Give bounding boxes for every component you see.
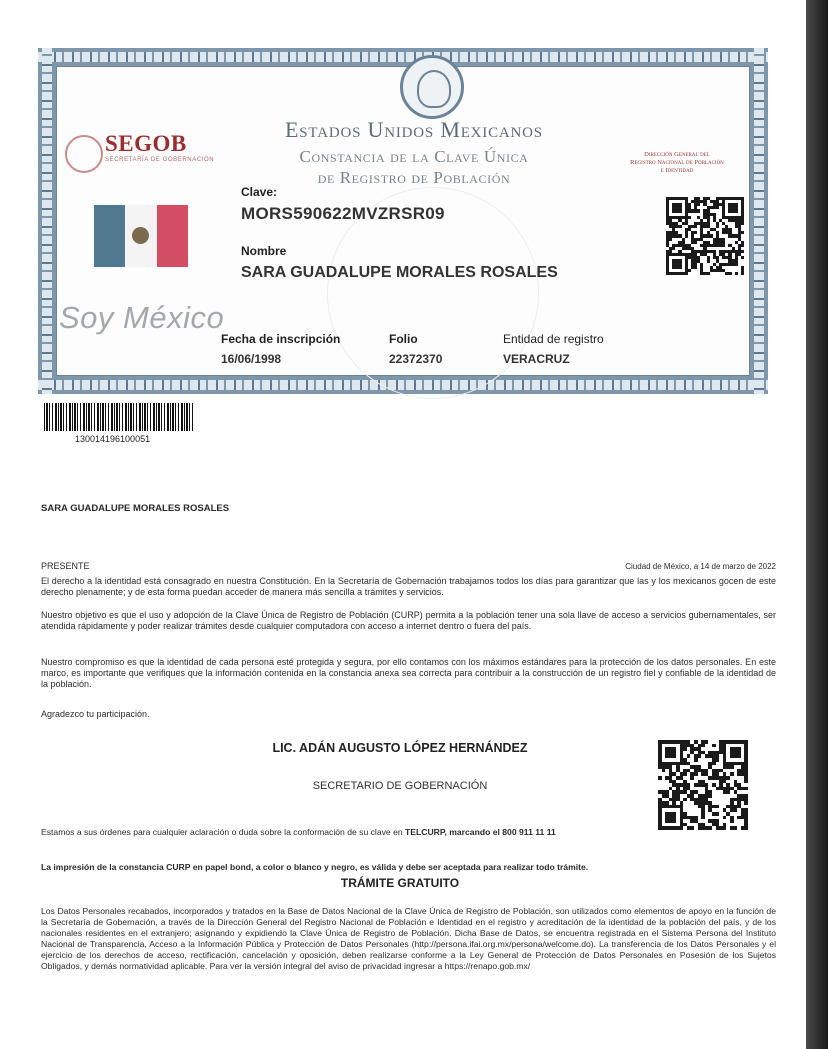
dg-line-3: e Identidad <box>660 167 694 174</box>
document-title-line2: de Registro de Población <box>317 168 511 187</box>
letter-paragraph-2: Nuestro objetivo es que el uso y adopción de la Clave Única de Registro de Población (CURP) permita a la población tener una sola llave de acceso a servicios gubernamentales, ser atendida rápidamente y poder realizar trámites desde cualquier computadora con acceso a internet dentro o fuera del país. <box>41 610 776 631</box>
clave-value: MORS590622MVZRSR09 <box>241 204 445 223</box>
entidad-registro-value: VERACRUZ <box>503 352 570 366</box>
telcurp-phone: TELCURP, marcando el 800 911 11 11 <box>405 827 556 837</box>
mexican-flag-icon <box>94 205 188 267</box>
guilloche-border-left <box>42 48 52 394</box>
letter-paragraph-3: Nuestro compromiso es que la identidad de cada persona esté protegida y segura, por ello contamos con los máximos estándares para la protección de los datos personales. En este marco, es importante que verifiques que la información contenida en la constancia anexa sea correcta para contribuir a la construcción de un registro fiel y confiable de la identidad de la población. <box>41 657 776 689</box>
letter-greeting: PRESENTE <box>41 561 90 571</box>
nombre-value: SARA GUADALUPE MORALES ROSALES <box>241 264 558 281</box>
folio-value: 22372370 <box>389 352 443 366</box>
curp-certificate-card <box>38 48 768 394</box>
segob-subtitle: SECRETARÍA DE GOBERNACIÓN <box>105 157 215 163</box>
segob-logo: SEGOB <box>105 131 187 156</box>
fecha-inscripcion-label: Fecha de inscripción <box>221 332 341 346</box>
guilloche-border-top <box>38 52 768 62</box>
scan-shadow-edge <box>806 0 828 1049</box>
barcode-icon <box>44 403 194 431</box>
signer-title: SECRETARIO DE GOBERNACIÓN <box>312 780 488 792</box>
guilloche-border-right <box>754 48 764 394</box>
document-title-line1: Constancia de la Clave Única <box>299 147 529 166</box>
letter-recipient: SARA GUADALUPE MORALES ROSALES <box>41 503 230 514</box>
segob-seal-icon <box>65 135 103 173</box>
qr-code-icon <box>666 197 744 275</box>
contact-line <box>41 827 776 838</box>
letter-paragraph-1: El derecho a la identidad está consagrado en nuestra Constitución. En la Secretaría de Gobernación trabajamos todos los días para garantizar que las y los mexicanos gocen de este derecho plenamente; y de esta forma puedan acceder de manera más sencilla a trámites y servicios. <box>41 576 776 597</box>
folio-label: Folio <box>389 332 418 346</box>
contact-text: Estamos a sus órdenes para cualquier aclaración o duda sobre la conformación de su clave en <box>41 827 406 837</box>
country-title: Estados Unidos Mexicanos <box>285 117 543 142</box>
dg-line-2: Registro Nacional de Población <box>630 159 724 166</box>
barcode-number: 130014196100051 <box>75 434 151 444</box>
print-validity-note: La impresión de la constancia CURP en papel bond, a color o blanco y negro, es válida y debe ser aceptada para realizar todo trámite. <box>41 862 589 872</box>
privacy-notice: Los Datos Personales recabados, incorporados y tratados en la Base de Datos Nacional de la Clave Única de Registro de Población, son utilizados como elementos de apoyo en la función de la Secretaría de Gobernación, a través de la Dirección General del Registro Nacional de Población e Identidad en el registro y acreditación de la identidad de la población del país, y de los nacionales residentes en el extranjero; asignando y expidiendo la Clave Única de Registro de Población. Dicha Base de Datos, se encuentra registrada en el Sistema Persona del Instituto Nacional de Transparencia, Acceso a la Información Pública y Protección de Datos Personales (http://persona.ifai.org.mx/persona/welcome.do). La transferencia de los Datos Personales y el ejercicio de los derechos de acceso, rectificación, cancelación y oposición, deben realizarse conforme a la Ley General de Protección de Datos Personales en Posesión de los Sujetos Obligados, y demás normatividad aplicable. Para ver la versión integral del aviso de privacidad ingresar a https://renapo.gob.mx/ <box>41 906 776 971</box>
tramite-gratuito: TRÁMITE GRATUITO <box>340 876 460 890</box>
clave-label: Clave: <box>241 185 278 199</box>
letter-place-date: Ciudad de México, a 14 de marzo de 2022 <box>625 562 776 571</box>
national-emblem-icon <box>400 55 464 119</box>
qr-code-secondary-icon <box>658 740 748 830</box>
soy-mexico-watermark: Soy México <box>59 300 225 335</box>
nombre-label: Nombre <box>241 244 287 258</box>
signer-name: LIC. ADÁN AUGUSTO LÓPEZ HERNÁNDEZ <box>272 741 528 755</box>
card-body <box>56 66 750 376</box>
fecha-inscripcion-value: 16/06/1998 <box>221 352 282 366</box>
dg-line-1: Dirección General del <box>644 151 710 158</box>
letter-thanks: Agradezco tu participación. <box>41 709 150 719</box>
dg-registro-label <box>597 151 757 175</box>
entidad-registro-label: Entidad de registro <box>503 332 604 346</box>
